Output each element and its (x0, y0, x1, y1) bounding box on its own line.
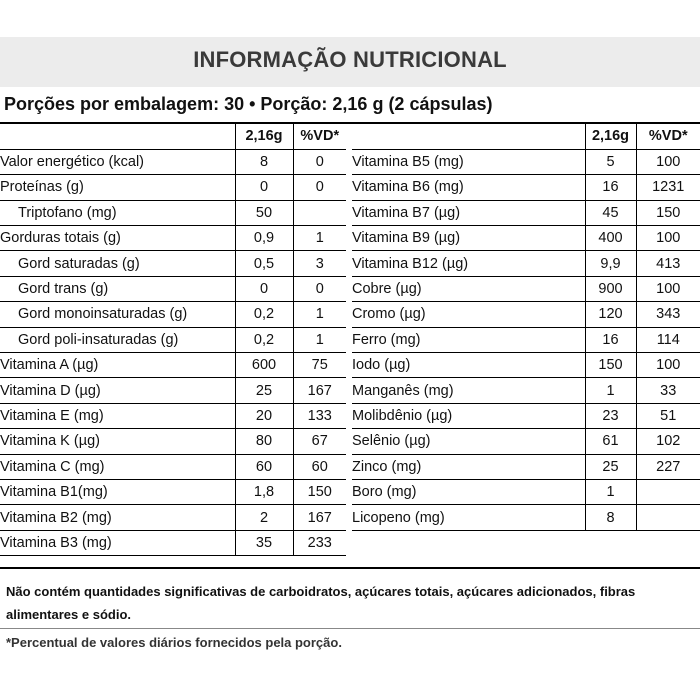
nutrient-name: Gord trans (g) (0, 276, 235, 301)
nutrient-name: Triptofano (mg) (0, 200, 235, 225)
nutrient-name: Selênio (µg) (352, 429, 585, 454)
nutrient-name: Cromo (µg) (352, 302, 585, 327)
table-row (352, 479, 700, 504)
nutrient-amount: 0 (235, 175, 293, 200)
nutrient-amount: 5 (585, 149, 636, 174)
table-row (352, 429, 700, 454)
table-row (352, 353, 700, 378)
header-vd-cell: %VD* (293, 124, 346, 149)
nutrient-name: Vitamina A (µg) (0, 353, 235, 378)
nutrient-vd: 1 (293, 327, 346, 352)
nutrient-vd: 167 (293, 505, 346, 530)
nutrient-name: Vitamina E (mg) (0, 403, 235, 428)
nutrient-vd: 0 (293, 149, 346, 174)
nutrient-amount: 2 (235, 505, 293, 530)
nutrient-amount: 0,2 (235, 302, 293, 327)
page-title: INFORMAÇÃO NUTRICIONAL (193, 47, 507, 72)
nutrient-amount: 23 (585, 403, 636, 428)
table-row (352, 327, 700, 352)
nutrient-amount: 0,5 (235, 251, 293, 276)
nutrient-name: Molibdênio (µg) (352, 403, 585, 428)
table-row (0, 479, 346, 504)
nutrient-vd: 100 (636, 226, 700, 251)
nutrient-name: Gord monoinsaturadas (g) (0, 302, 235, 327)
nutrient-amount: 45 (585, 200, 636, 225)
table-header-row (0, 124, 346, 149)
table-row (352, 403, 700, 428)
table-row (0, 378, 346, 403)
nutrient-name: Vitamina B1(mg) (0, 479, 235, 504)
table-header-row (352, 124, 700, 149)
nutrient-name: Vitamina C (mg) (0, 454, 235, 479)
nutrient-vd (293, 200, 346, 225)
table-row (0, 226, 346, 251)
nutrient-amount: 0,9 (235, 226, 293, 251)
nutrient-amount: 61 (585, 429, 636, 454)
nutrient-vd: 3 (293, 251, 346, 276)
nutrient-amount: 16 (585, 327, 636, 352)
nutrient-vd: 75 (293, 353, 346, 378)
nutrient-vd: 67 (293, 429, 346, 454)
nutrient-amount: 1 (585, 479, 636, 504)
nutrient-amount: 8 (585, 505, 636, 530)
nutrient-name: Iodo (µg) (352, 353, 585, 378)
table-row (0, 175, 346, 200)
nutrient-vd: 114 (636, 327, 700, 352)
nutrient-amount: 400 (585, 226, 636, 251)
table-row (0, 327, 346, 352)
header-blank-cell (352, 124, 585, 149)
table-row (0, 302, 346, 327)
nutrient-vd: 51 (636, 403, 700, 428)
header-amount-cell: 2,16g (585, 124, 636, 149)
nutrient-name: Vitamina B6 (mg) (352, 175, 585, 200)
nutrient-amount: 60 (235, 454, 293, 479)
footnote: *Percentual de valores diários fornecidos pela porção. (6, 635, 342, 650)
table-row (0, 429, 346, 454)
table-row (352, 505, 700, 530)
nutrient-amount: 0,2 (235, 327, 293, 352)
nutrient-name: Valor energético (kcal) (0, 149, 235, 174)
nutrient-name: Vitamina B9 (µg) (352, 226, 585, 251)
nutrient-name: Gord poli-insaturadas (g) (0, 327, 235, 352)
header-blank-cell (0, 124, 235, 149)
table-row (0, 149, 346, 174)
nutrient-vd: 343 (636, 302, 700, 327)
nutrient-amount: 25 (235, 378, 293, 403)
nutrient-name: Gorduras totais (g) (0, 226, 235, 251)
header-amount-cell: 2,16g (235, 124, 293, 149)
table-row (0, 276, 346, 301)
table-row (352, 302, 700, 327)
nutrient-vd: 150 (636, 200, 700, 225)
nutrient-vd: 0 (293, 175, 346, 200)
nutrient-name: Cobre (µg) (352, 276, 585, 301)
nutrient-vd: 133 (293, 403, 346, 428)
table-row (352, 200, 700, 225)
nutrition-table-left (0, 124, 346, 556)
nutrient-name: Licopeno (mg) (352, 505, 585, 530)
nutrient-vd: 0 (293, 276, 346, 301)
nutrient-name: Vitamina B5 (mg) (352, 149, 585, 174)
footnote-divider (0, 628, 700, 629)
nutrient-amount: 8 (235, 149, 293, 174)
table-row (352, 276, 700, 301)
nutrient-name: Vitamina K (µg) (0, 429, 235, 454)
nutrient-name: Vitamina D (µg) (0, 378, 235, 403)
table-row (352, 378, 700, 403)
table-row (0, 505, 346, 530)
nutrient-name: Vitamina B7 (µg) (352, 200, 585, 225)
nutrient-amount: 50 (235, 200, 293, 225)
table-row (352, 175, 700, 200)
nutrient-vd: 1 (293, 226, 346, 251)
nutrient-amount: 120 (585, 302, 636, 327)
nutrient-vd (636, 479, 700, 504)
nutrient-vd: 413 (636, 251, 700, 276)
portions-info: Porções por embalagem: 30 • Porção: 2,16 g (2 cápsulas) (4, 94, 493, 114)
nutrient-amount: 600 (235, 353, 293, 378)
nutrient-amount: 0 (235, 276, 293, 301)
table-row (352, 149, 700, 174)
nutrient-name: Vitamina B12 (µg) (352, 251, 585, 276)
table-row (0, 251, 346, 276)
header-vd-cell: %VD* (636, 124, 700, 149)
nutrient-vd: 100 (636, 149, 700, 174)
nutrient-vd: 100 (636, 276, 700, 301)
nutrient-amount: 80 (235, 429, 293, 454)
nutrient-amount: 1 (585, 378, 636, 403)
nutrient-name: Vitamina B2 (mg) (0, 505, 235, 530)
nutrition-note: Não contém quantidades significativas de carboidratos, açúcares totais, açúcares adicionados, fibras alimentares e sódio. (6, 584, 636, 622)
nutrient-name: Boro (mg) (352, 479, 585, 504)
nutrient-amount: 900 (585, 276, 636, 301)
nutrient-amount: 16 (585, 175, 636, 200)
nutrient-vd: 102 (636, 429, 700, 454)
nutrient-name: Proteínas (g) (0, 175, 235, 200)
nutrient-name: Vitamina B3 (mg) (0, 530, 235, 555)
table-row (0, 353, 346, 378)
nutrient-vd: 100 (636, 353, 700, 378)
table-row (0, 200, 346, 225)
nutrient-vd: 33 (636, 378, 700, 403)
nutrient-name: Zinco (mg) (352, 454, 585, 479)
nutrient-amount: 150 (585, 353, 636, 378)
nutrient-vd: 150 (293, 479, 346, 504)
nutrient-amount: 20 (235, 403, 293, 428)
nutrient-name: Ferro (mg) (352, 327, 585, 352)
nutrient-name: Manganês (mg) (352, 378, 585, 403)
nutrient-vd: 167 (293, 378, 346, 403)
nutrient-name: Gord saturadas (g) (0, 251, 235, 276)
nutrition-table-right (352, 124, 700, 531)
table-row (0, 403, 346, 428)
nutrient-vd: 233 (293, 530, 346, 555)
nutrient-vd: 1231 (636, 175, 700, 200)
nutrient-vd: 1 (293, 302, 346, 327)
table-row (0, 454, 346, 479)
nutrient-amount: 25 (585, 454, 636, 479)
table-row (0, 530, 346, 555)
nutrient-amount: 1,8 (235, 479, 293, 504)
nutrient-amount: 35 (235, 530, 293, 555)
nutrient-vd: 60 (293, 454, 346, 479)
table-row (352, 251, 700, 276)
nutrient-amount: 9,9 (585, 251, 636, 276)
table-row (352, 454, 700, 479)
nutrient-vd (636, 505, 700, 530)
table-row (352, 226, 700, 251)
nutrition-table-area (0, 122, 700, 569)
nutrient-vd: 227 (636, 454, 700, 479)
